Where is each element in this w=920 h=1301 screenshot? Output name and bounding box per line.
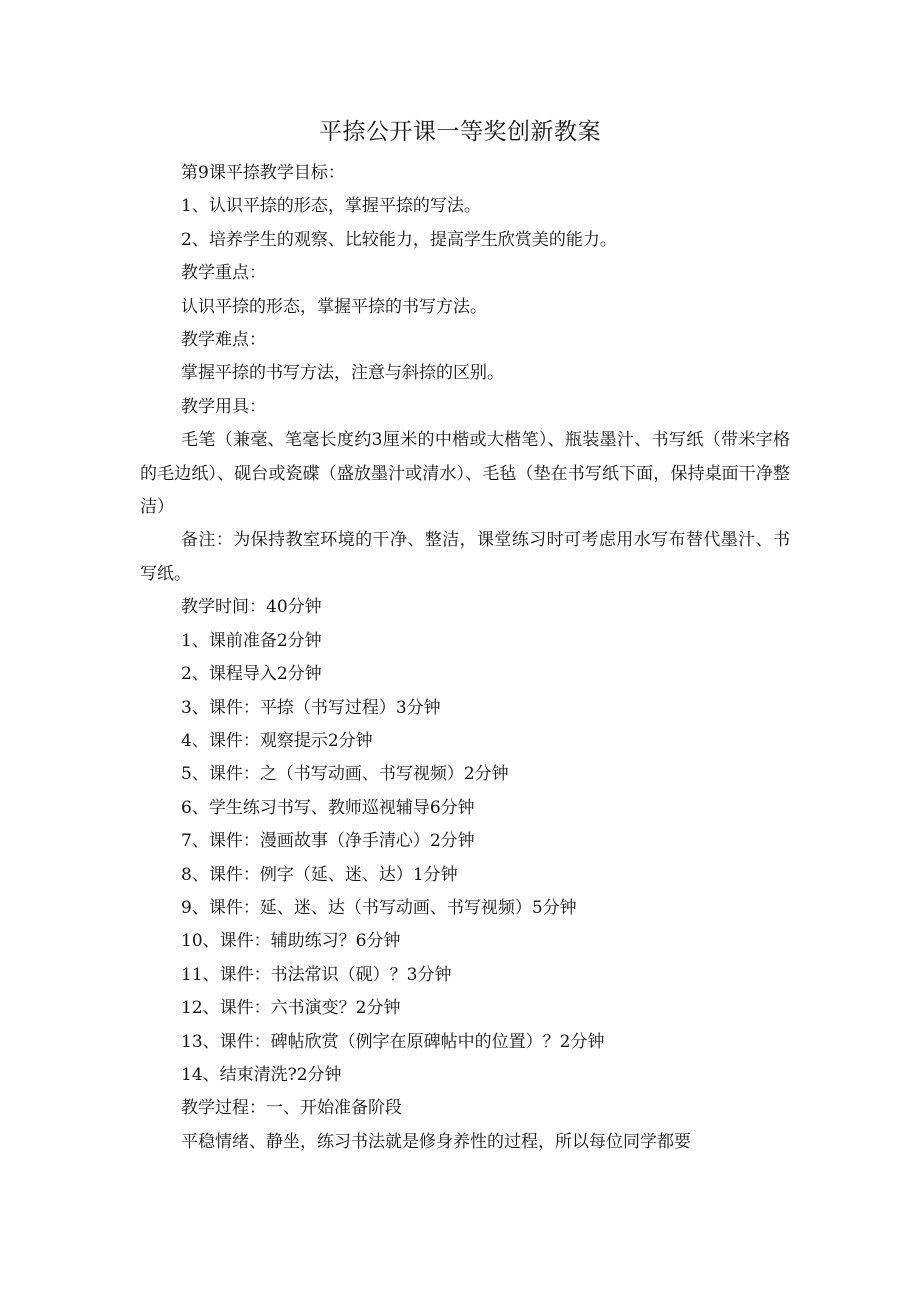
paragraph: 7、课件：漫画故事（净手清心）2分钟 bbox=[181, 831, 475, 852]
paragraph: 2、课程导入2分钟 bbox=[181, 664, 322, 685]
paragraph: 教学时间：40分钟 bbox=[181, 597, 322, 618]
paragraph: 11、课件：书法常识（砚）？3分钟 bbox=[181, 964, 452, 985]
paragraph: 毛笔（兼毫、笔毫长度约3厘米的中楷或大楷笔）、瓶装墨汁、书写纸（带米字格的毛边纸）、砚台或瓷碟（盛放墨汁或清水）、毛毡（垫在书写纸下面，保持桌面干净整洁） bbox=[140, 430, 790, 518]
paragraph: 13、课件：碑帖欣赏（例字在原碑帖中的位置）？2分钟 bbox=[181, 1031, 605, 1052]
paragraph: 8、课件：例字（延、迷、达）1分钟 bbox=[181, 864, 458, 885]
document-body bbox=[140, 157, 790, 1159]
paragraph: 6、学生练习书写、教师巡视辅导6分钟 bbox=[181, 797, 475, 818]
paragraph: 12、课件：六书演变？2分钟 bbox=[181, 998, 401, 1019]
paragraph: 14、结束清洗?2分钟 bbox=[181, 1064, 342, 1085]
paragraph: 第9课平捺教学目标： bbox=[181, 163, 345, 183]
paragraph: 9、课件：延、迷、达（书写动画、书写视频）5分钟 bbox=[181, 897, 577, 918]
paragraph: 掌握平捺的书写方法，注意与斜捺的区别。 bbox=[181, 363, 504, 384]
paragraph: 1、认识平捺的形态，掌握平捺的写法。 bbox=[181, 196, 481, 217]
paragraph: 教学过程：一、开始准备阶段 bbox=[181, 1098, 402, 1119]
paragraph: 教学重点： bbox=[181, 263, 266, 284]
paragraph: 5、课件：之（书写动画、书写视频）2分钟 bbox=[181, 764, 509, 785]
document-title: 平捺公开课一等奖创新教案 bbox=[319, 119, 601, 145]
paragraph: 10、课件：辅助练习？6分钟 bbox=[181, 931, 401, 952]
paragraph: 4、课件：观察提示2分钟 bbox=[181, 730, 373, 751]
paragraph: 2、培养学生的观察、比较能力，提高学生欣赏美的能力。 bbox=[181, 229, 617, 250]
paragraph: 备注：为保持教室环境的干净、整洁，课堂练习时可考虑用水写布替代墨汁、书写纸。 bbox=[140, 530, 790, 584]
paragraph: 1、课前准备2分钟 bbox=[181, 630, 322, 651]
paragraph: 平稳情绪、静坐，练习书法就是修身养性的过程，所以每位同学都要 bbox=[181, 1131, 691, 1152]
paragraph: 教学用具： bbox=[181, 396, 266, 417]
paragraph: 3、课件：平捺（书写过程）3分钟 bbox=[181, 697, 441, 718]
paragraph: 认识平捺的形态，掌握平捺的书写方法。 bbox=[181, 296, 487, 317]
paragraph: 教学难点： bbox=[181, 330, 266, 351]
